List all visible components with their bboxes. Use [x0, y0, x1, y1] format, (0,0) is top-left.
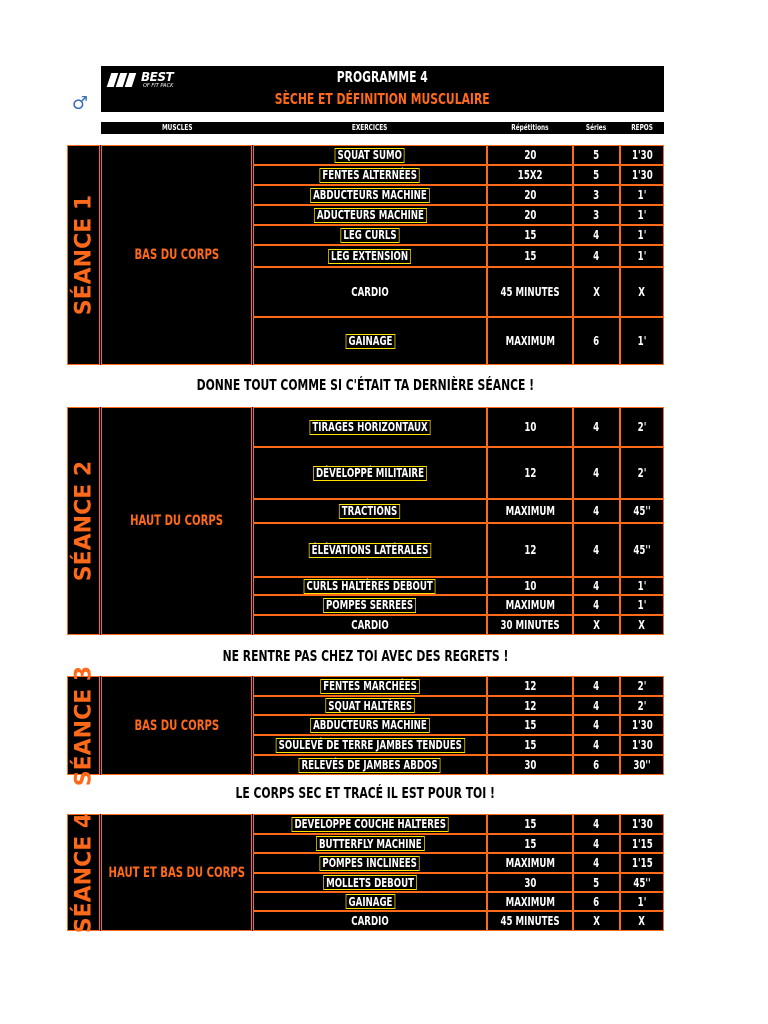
rest-cell-text: X: [638, 618, 646, 632]
exercise-name: POMPES INCLINEES: [320, 856, 420, 871]
rest-cell: [620, 853, 664, 873]
sets-cell: [573, 853, 620, 873]
rest-cell: [620, 676, 664, 696]
sets-cell-text: 4: [593, 698, 600, 713]
reps-cell-text: 15: [523, 718, 537, 732]
sets-cell-text: 4: [593, 718, 600, 732]
sets-cell-text: 4: [593, 504, 600, 518]
sets-cell-text: 6: [593, 894, 600, 909]
rest-cell: [620, 715, 664, 735]
exercise-highlight: [310, 188, 429, 203]
exercise-highlight: [313, 466, 427, 481]
exercise-cell: [253, 892, 487, 911]
exercise-cell: [253, 911, 487, 931]
col-repetitions: Répétitions: [511, 123, 549, 132]
exercise-highlight: [309, 543, 431, 558]
table-row: [253, 165, 664, 185]
rest-cell-text: 2': [637, 698, 647, 713]
exercise-name: LEG EXTENSION: [329, 249, 412, 264]
reps-cell: [487, 615, 573, 635]
rest-cell-text: 2': [637, 466, 647, 480]
table-row: [253, 185, 664, 205]
sets-cell: [573, 735, 620, 755]
sets-cell: [573, 145, 620, 165]
exercise-name: GAINAGE: [345, 334, 395, 349]
exercise-cell: [253, 523, 487, 577]
sets-cell: [573, 577, 620, 595]
rest-cell-text: 1': [637, 579, 647, 593]
reps-cell-text: 45 MINUTES: [500, 285, 560, 299]
reps-cell: [487, 892, 573, 911]
sets-cell: [573, 225, 620, 245]
sets-cell: [573, 499, 620, 523]
reps-cell: [487, 317, 573, 365]
sets-cell-text: 4: [593, 856, 600, 870]
muscle-group-text: BAS DU CORPS: [134, 717, 219, 734]
rest-cell-text: 1'15: [631, 836, 653, 851]
col-repos: REPOS: [631, 123, 653, 132]
exercise-highlight: [320, 679, 419, 694]
sets-cell: [573, 615, 620, 635]
reps-cell-text: MAXIMUM: [505, 894, 555, 909]
exercise-cell: [253, 814, 487, 834]
table-row: [253, 499, 664, 523]
exercise-highlight: [310, 718, 429, 733]
sets-cell-text: 3: [593, 208, 600, 222]
rest-cell-text: 1'30: [631, 817, 653, 831]
rest-cell: [620, 447, 664, 499]
muscle-group-text: HAUT DU CORPS: [130, 513, 223, 529]
exercise-highlight: [304, 579, 436, 594]
reps-cell: [487, 185, 573, 205]
reps-cell-text: 15: [523, 836, 537, 851]
rest-cell-text: 45'': [633, 504, 651, 518]
exercise-highlight: [339, 504, 400, 519]
rest-cell-text: 1'30: [631, 148, 653, 162]
logo-brand: BEST: [141, 70, 174, 84]
sets-cell: [573, 911, 620, 931]
reps-cell: [487, 245, 573, 267]
exercise-cell: [253, 595, 487, 615]
reps-cell: [487, 715, 573, 735]
motto-1: DONNE TOUT COMME SI C'ÉTAIT TA DERNIÈRE SÉANCE !: [196, 376, 535, 394]
sets-cell: [573, 676, 620, 696]
rest-cell: [620, 205, 664, 225]
reps-cell: [487, 407, 573, 447]
exercise-name: TIRAGES HORIZONTAUX: [309, 420, 430, 435]
exercise-highlight: [276, 738, 465, 753]
exercise-cell-text: CARDIO: [351, 285, 389, 299]
reps-cell: [487, 145, 573, 165]
reps-cell-text: MAXIMUM: [505, 598, 555, 612]
sets-cell-text: 6: [593, 758, 600, 772]
reps-cell-text: 15: [523, 249, 537, 263]
exercise-highlight: [309, 420, 430, 435]
rest-cell: [620, 911, 664, 931]
exercise-cell: [253, 407, 487, 447]
sets-cell-text: 4: [593, 420, 600, 434]
rest-cell-text: 1': [637, 334, 647, 348]
exercise-highlight: [299, 758, 441, 773]
sets-cell-text: X: [593, 618, 600, 632]
exercise-name: GAINAGE: [345, 894, 395, 909]
exercise-cell: [253, 577, 487, 595]
rest-cell: [620, 696, 664, 715]
sets-cell-text: 5: [593, 148, 600, 162]
table-row: [253, 834, 664, 853]
exercise-cell-text: CARDIO: [351, 618, 389, 632]
rest-cell: [620, 225, 664, 245]
exercise-name: SQUAT SUMO: [335, 148, 405, 163]
session-label-text: SÉANCE 1: [71, 194, 96, 316]
col-muscles: MUSCLES: [161, 123, 193, 132]
exercise-cell: [253, 834, 487, 853]
table-row: [253, 447, 664, 499]
table-row: [253, 145, 664, 165]
sets-cell-text: 5: [593, 875, 600, 890]
sets-cell-text: 4: [593, 679, 600, 693]
rest-cell-text: 1'30: [631, 738, 653, 752]
exercise-name: FENTES MARCHÉES: [320, 679, 419, 694]
exercise-highlight: [323, 875, 417, 890]
rest-cell-text: 1'15: [631, 856, 653, 870]
table-row: [253, 595, 664, 615]
rest-cell-text: X: [638, 914, 646, 928]
sets-cell: [573, 873, 620, 892]
male-symbol-icon: ♂: [71, 93, 89, 114]
table-row: [253, 911, 664, 931]
reps-cell-text: 20: [523, 148, 537, 162]
exercise-cell: [253, 267, 487, 317]
table-row: [253, 225, 664, 245]
rest-cell: [620, 892, 664, 911]
rest-cell: [620, 615, 664, 635]
exercise-cell-text: CARDIO: [351, 914, 389, 928]
exercise-name: DEVELOPPE COUCHE HALTERES: [291, 817, 448, 832]
exercise-name: BUTTERFLY MACHINE: [316, 836, 424, 851]
exercise-name: TRACTIONS: [339, 504, 400, 519]
rest-cell-text: 45'': [633, 543, 651, 557]
reps-cell: [487, 267, 573, 317]
session-block: [67, 665, 664, 786]
table-row: [253, 715, 664, 735]
exercise-name: POMPES SERREES: [324, 598, 417, 613]
exercise-name: MOLLETS DEBOUT: [323, 875, 417, 890]
exercise-name: LEG CURLS: [340, 228, 399, 243]
rest-cell: [620, 165, 664, 185]
rest-cell: [620, 245, 664, 267]
sets-cell: [573, 407, 620, 447]
session-label: [67, 407, 100, 635]
sets-cell: [573, 447, 620, 499]
sets-cell: [573, 814, 620, 834]
reps-cell: [487, 853, 573, 873]
exercise-highlight: [316, 836, 424, 851]
exercise-cell: [253, 853, 487, 873]
exercise-name: RELEVÉS DE JAMBES ABDOS: [299, 758, 441, 773]
table-row: [253, 205, 664, 225]
rest-cell: [620, 267, 664, 317]
rest-cell-text: 1': [637, 894, 647, 909]
reps-cell-text: 12: [523, 543, 537, 557]
muscle-group-text: HAUT ET BAS DU CORPS: [108, 864, 245, 881]
exercise-cell: [253, 696, 487, 715]
exercise-name: ÉLÉVATIONS LATÉRALES: [309, 543, 431, 558]
sets-cell: [573, 185, 620, 205]
rest-cell: [620, 145, 664, 165]
exercise-name: FENTES ALTERNÉES: [320, 168, 420, 183]
session-block: [67, 145, 664, 365]
exercise-highlight: [335, 148, 405, 163]
reps-cell: [487, 814, 573, 834]
reps-cell-text: 30 MINUTES: [500, 618, 560, 632]
muscle-group: [101, 814, 252, 931]
exercise-cell: [253, 735, 487, 755]
session-label: [67, 145, 100, 365]
rest-cell-text: 1': [637, 228, 647, 242]
sets-cell: [573, 245, 620, 267]
table-row: [253, 245, 664, 267]
rest-cell-text: 1': [637, 188, 647, 202]
session-block: [67, 814, 664, 931]
table-row: [253, 755, 664, 775]
rest-cell: [620, 185, 664, 205]
reps-cell: [487, 834, 573, 853]
exercise-highlight: [340, 228, 399, 243]
reps-cell-text: 30: [523, 758, 537, 772]
reps-cell-text: 30: [523, 875, 537, 890]
exercise-cell: [253, 873, 487, 892]
sets-cell-text: X: [593, 285, 600, 299]
reps-cell-text: MAXIMUM: [505, 856, 555, 870]
table-row: [253, 676, 664, 696]
exercise-highlight: [320, 168, 420, 183]
reps-cell: [487, 676, 573, 696]
reps-cell: [487, 873, 573, 892]
table-row: [253, 735, 664, 755]
rest-cell-text: X: [638, 285, 646, 299]
sets-cell: [573, 205, 620, 225]
program-title: PROGRAMME 4: [336, 68, 429, 86]
exercise-cell: [253, 755, 487, 775]
table-row: [253, 873, 664, 892]
session-label: [67, 814, 100, 931]
rest-cell: [620, 755, 664, 775]
sets-cell: [573, 696, 620, 715]
exercise-cell: [253, 447, 487, 499]
exercise-name: SOULEVÉ DE TERRE JAMBES TENDUES: [276, 738, 465, 753]
rest-cell: [620, 735, 664, 755]
rest-cell: [620, 577, 664, 595]
rest-cell: [620, 834, 664, 853]
sets-cell: [573, 715, 620, 735]
reps-cell-text: 12: [523, 679, 537, 693]
exercise-name: DÉVELOPPÉ MILITAIRE: [313, 466, 427, 481]
table-row: [253, 523, 664, 577]
reps-cell: [487, 225, 573, 245]
exercise-highlight: [320, 856, 420, 871]
reps-cell-text: 12: [523, 466, 537, 480]
table-row: [253, 407, 664, 447]
reps-cell: [487, 755, 573, 775]
session-label-text: SÉANCE 4: [71, 812, 96, 933]
reps-cell: [487, 577, 573, 595]
rest-cell: [620, 873, 664, 892]
exercise-highlight: [314, 208, 427, 223]
sets-cell-text: 4: [593, 817, 600, 831]
exercise-cell: [253, 165, 487, 185]
table-row: [253, 615, 664, 635]
exercise-cell: [253, 615, 487, 635]
exercise-highlight: [324, 598, 417, 613]
reps-cell-text: 15: [523, 228, 537, 242]
exercise-cell: [253, 185, 487, 205]
rest-cell-text: 30'': [633, 758, 651, 772]
exercise-highlight: [325, 698, 415, 713]
rest-cell-text: 1': [637, 598, 647, 612]
reps-cell: [487, 911, 573, 931]
motto-2: NE RENTRE PAS CHEZ TOI AVEC DES REGRETS !: [222, 647, 509, 665]
reps-cell: [487, 735, 573, 755]
exercise-highlight: [329, 249, 412, 264]
table-row: [253, 892, 664, 911]
table-row: [253, 853, 664, 873]
exercise-cell: [253, 145, 487, 165]
table-row: [253, 696, 664, 715]
table-row: [253, 317, 664, 365]
rest-cell: [620, 317, 664, 365]
sets-cell-text: 4: [593, 543, 600, 557]
exercise-name: ADUCTEURS MACHINE: [314, 208, 427, 223]
reps-cell-text: MAXIMUM: [505, 504, 555, 518]
rest-cell-text: 1'30: [631, 718, 653, 732]
rest-cell: [620, 814, 664, 834]
sets-cell-text: 4: [593, 836, 600, 851]
exercise-name: ABDUCTEURS MACHINE: [310, 718, 429, 733]
muscle-group-text: BAS DU CORPS: [134, 247, 219, 263]
reps-cell-text: 20: [523, 188, 537, 202]
reps-cell-text: 15: [523, 738, 537, 752]
sets-cell: [573, 892, 620, 911]
exercise-cell: [253, 225, 487, 245]
exercise-cell: [253, 499, 487, 523]
session-label-text: SÉANCE 2: [71, 460, 96, 582]
exercise-name: ABDUCTEURS MACHINE: [310, 188, 429, 203]
rest-cell-text: 1': [637, 208, 647, 222]
exercise-cell: [253, 715, 487, 735]
rest-cell: [620, 499, 664, 523]
sets-cell-text: 4: [593, 466, 600, 480]
reps-cell: [487, 696, 573, 715]
motto-3: LE CORPS SEC ET TRACÉ IL EST POUR TOI !: [235, 784, 496, 802]
rest-cell: [620, 407, 664, 447]
sets-cell: [573, 834, 620, 853]
exercise-highlight: [345, 894, 395, 909]
muscle-group: [101, 145, 252, 365]
sets-cell: [573, 755, 620, 775]
sets-cell-text: 5: [593, 168, 600, 182]
table-row: [253, 814, 664, 834]
exercise-cell: [253, 676, 487, 696]
exercise-name: SQUAT HALTÈRES: [325, 698, 415, 713]
sets-cell-text: 4: [593, 228, 600, 242]
sets-cell-text: 4: [593, 579, 600, 593]
reps-cell-text: 20: [523, 208, 537, 222]
exercise-cell: [253, 245, 487, 267]
reps-cell-text: 15: [523, 817, 537, 831]
rest-cell-text: 1': [637, 249, 647, 263]
col-exercices: EXERCICES: [352, 123, 388, 132]
sets-cell: [573, 165, 620, 185]
column-header-row: [101, 122, 664, 134]
rest-cell: [620, 523, 664, 577]
reps-cell: [487, 165, 573, 185]
reps-cell: [487, 523, 573, 577]
logo-sub: OF FIT PACK: [143, 83, 174, 89]
sets-cell: [573, 317, 620, 365]
rest-cell-text: 1'30: [631, 168, 653, 182]
sets-cell: [573, 267, 620, 317]
session-block: [67, 407, 664, 635]
program-subtitle: SÈCHE ET DÉFINITION MUSCULAIRE: [275, 90, 490, 108]
sets-cell-text: 4: [593, 598, 600, 612]
reps-cell: [487, 499, 573, 523]
sets-cell: [573, 523, 620, 577]
rest-cell-text: 2': [637, 420, 647, 434]
muscle-group: [101, 676, 252, 775]
sets-cell-text: 4: [593, 249, 600, 263]
muscle-group: [101, 407, 252, 635]
exercise-cell: [253, 205, 487, 225]
reps-cell-text: 12: [523, 698, 537, 713]
rest-cell-text: 2': [637, 679, 647, 693]
exercise-highlight: [345, 334, 395, 349]
sets-cell-text: 3: [593, 188, 600, 202]
sets-cell-text: 6: [593, 334, 600, 348]
reps-cell-text: 10: [523, 579, 537, 593]
table-row: [253, 577, 664, 595]
exercise-name: CURLS HALTÈRES DEBOUT: [304, 579, 436, 594]
program-header: [101, 66, 664, 112]
sets-cell-text: X: [593, 914, 600, 928]
table-row: [253, 267, 664, 317]
reps-cell-text: 15X2: [517, 168, 543, 182]
session-label: [67, 665, 100, 786]
reps-cell-text: MAXIMUM: [505, 334, 555, 348]
exercise-cell: [253, 317, 487, 365]
rest-cell-text: 45'': [633, 875, 651, 890]
reps-cell-text: 45 MINUTES: [500, 914, 560, 928]
sets-cell: [573, 595, 620, 615]
reps-cell: [487, 205, 573, 225]
sets-cell-text: 4: [593, 738, 600, 752]
reps-cell: [487, 595, 573, 615]
rest-cell: [620, 595, 664, 615]
col-series: Séries: [586, 123, 607, 132]
reps-cell-text: 10: [523, 420, 537, 434]
session-label-text: SÉANCE 3: [71, 665, 96, 786]
exercise-highlight: [291, 817, 448, 832]
reps-cell: [487, 447, 573, 499]
